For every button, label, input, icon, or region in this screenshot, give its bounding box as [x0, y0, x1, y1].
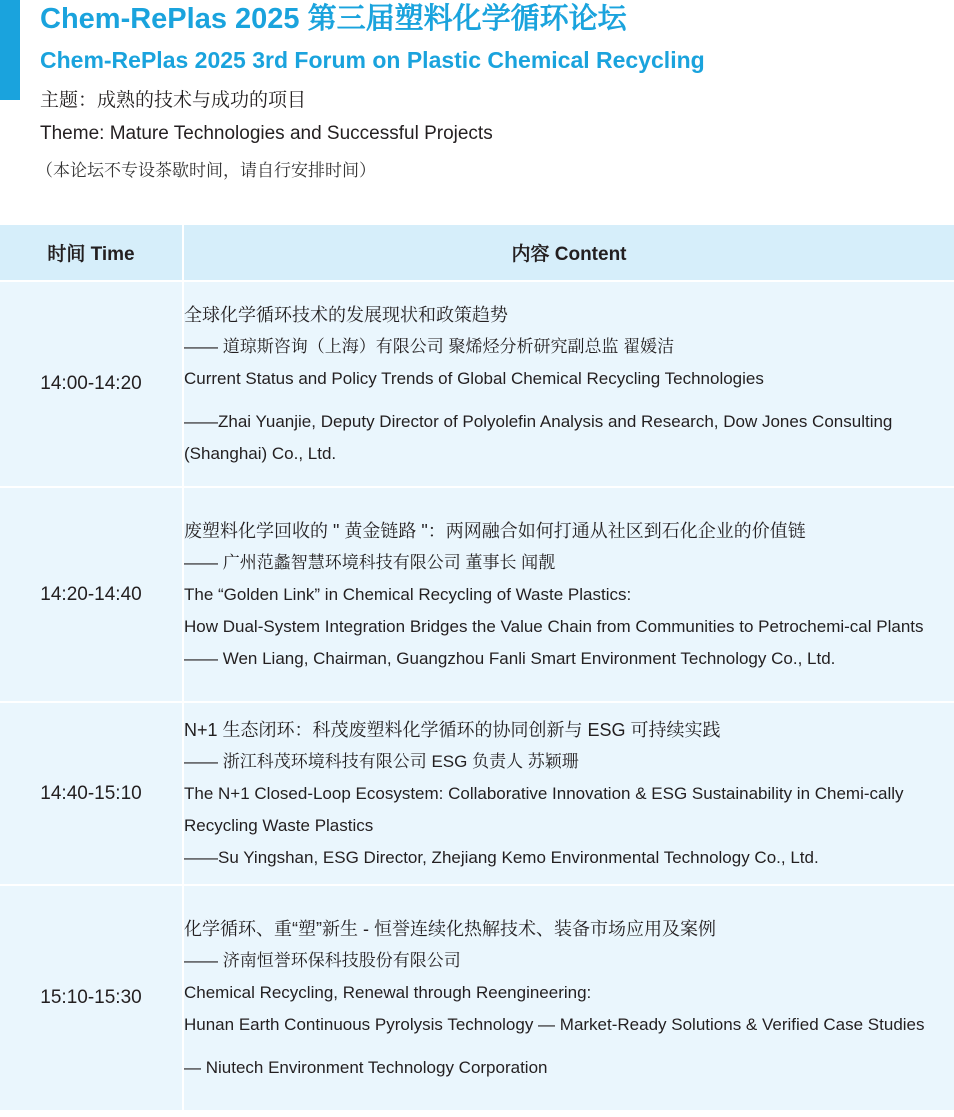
session-title-en: Current Status and Policy Trends of Global Chemical Recycling Technologies	[184, 368, 764, 388]
session-content	[183, 487, 954, 702]
time-slot: 14:00-14:20	[0, 281, 183, 487]
theme-cn: 主题：成熟的技术与成功的项目	[40, 90, 307, 111]
column-header-content: 内容 Content	[183, 225, 954, 281]
session-speaker-cn: —— 道琼斯咨询（上海）有限公司 聚烯烃分析研究副总监 翟媛洁	[184, 336, 675, 356]
table-row	[0, 487, 954, 702]
session-speaker-cn: —— 浙江科茂环境科技有限公司 ESG 负责人 苏颖珊	[184, 751, 579, 771]
session-topic-cn: 废塑料化学回收的 " 黄金链路 "：两网融合如何打通从社区到石化企业的价值链	[184, 520, 806, 541]
time-slot: 15:10-15:30	[0, 885, 183, 1111]
schedule-note: （本论坛不专设茶歇时间，请自行安排时间）	[36, 161, 376, 180]
column-header-time: 时间 Time	[0, 225, 183, 281]
table-row	[0, 702, 954, 885]
time-slot: 14:20-14:40	[0, 487, 183, 702]
session-topic-cn: 全球化学循环技术的发展现状和政策趋势	[184, 304, 508, 325]
page-title-en: Chem-RePlas 2025 3rd Forum on Plastic Chemical Recycling	[40, 47, 705, 73]
session-speaker-en: — Niutech Environment Technology Corporation	[184, 1057, 548, 1077]
theme-en: Theme: Mature Technologies and Successful Projects	[40, 123, 493, 144]
session-content	[183, 702, 954, 885]
session-subtitle-en: Hunan Earth Continuous Pyrolysis Technology — Market-Ready Solutions & Verified Case Studies	[184, 1014, 925, 1034]
session-content	[183, 885, 954, 1111]
table-header-row	[0, 225, 954, 281]
table-row	[0, 885, 954, 1111]
page-title-cn: Chem-RePlas 2025 第三届塑料化学循环论坛	[40, 3, 627, 35]
session-topic-cn: N+1 生态闭环：科茂废塑料化学循环的协同创新与 ESG 可持续实践	[184, 719, 721, 740]
session-title-en: The N+1 Closed-Loop Ecosystem: Collaborative Innovation & ESG Sustainability in Chemi-cally Recycling Waste Plastics	[184, 783, 904, 835]
session-speaker-cn: —— 济南恒誉环保科技股份有限公司	[184, 950, 461, 970]
session-topic-cn: 化学循环、重“塑”新生 - 恒誉连续化热解技术、装备市场应用及案例	[184, 918, 716, 939]
session-title-en: Chemical Recycling, Renewal through Reengineering:	[184, 982, 592, 1002]
table-row	[0, 281, 954, 487]
session-speaker-en: ——Zhai Yuanjie, Deputy Director of Polyolefin Analysis and Research, Dow Jones Consulting (Shanghai) Co., Ltd.	[184, 411, 893, 463]
session-subtitle-en: How Dual-System Integration Bridges the Value Chain from Communities to Petrochemi-cal Plants	[184, 616, 924, 636]
session-title-en: The “Golden Link” in Chemical Recycling of Waste Plastics:	[184, 584, 632, 604]
session-speaker-en: ——Su Yingshan, ESG Director, Zhejiang Kemo Environmental Technology Co., Ltd.	[184, 847, 819, 867]
accent-bar	[0, 0, 20, 100]
session-speaker-en: —— Wen Liang, Chairman, Guangzhou Fanli Smart Environment Technology Co., Ltd.	[184, 648, 836, 668]
session-content	[183, 281, 954, 487]
session-speaker-cn: —— 广州范蠡智慧环境科技有限公司 董事长 闻靓	[184, 552, 556, 572]
agenda-table	[0, 225, 954, 1112]
time-slot: 14:40-15:10	[0, 702, 183, 885]
